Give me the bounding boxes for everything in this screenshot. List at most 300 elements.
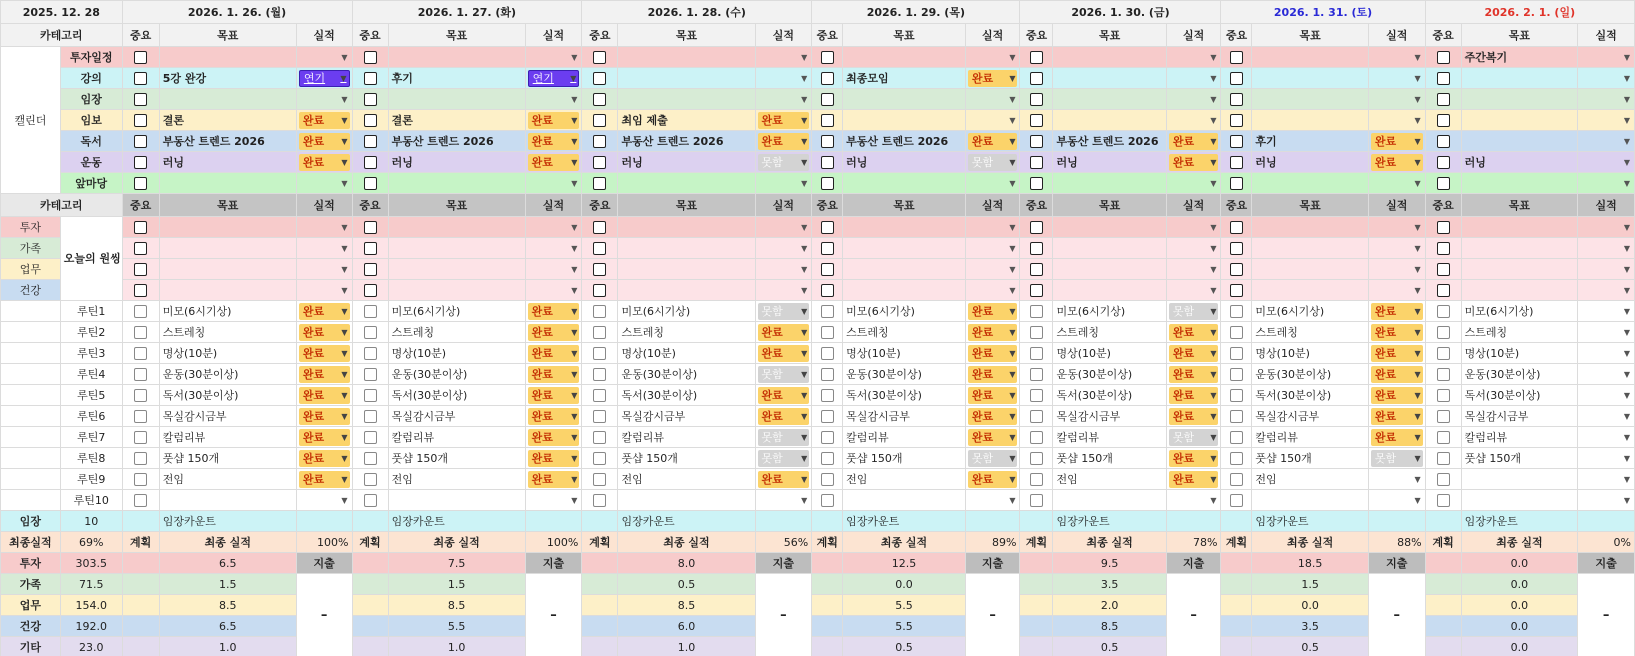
result-dropdown[interactable]	[1169, 70, 1219, 87]
result-dropdown[interactable]	[1371, 366, 1423, 383]
importance-checkbox[interactable]	[134, 431, 147, 444]
goal-cell[interactable]: 목실감시금부	[159, 406, 296, 427]
goal-cell[interactable]	[1252, 238, 1368, 259]
goal-cell[interactable]: 미모(6시기상)	[1461, 301, 1577, 322]
goal-cell[interactable]: 칼럼리뷰	[1252, 427, 1368, 448]
goal-cell[interactable]: 명상(10분)	[388, 343, 525, 364]
goal-cell[interactable]	[1053, 173, 1166, 194]
importance-checkbox[interactable]	[1030, 135, 1043, 148]
importance-checkbox[interactable]	[1030, 389, 1043, 402]
result-dropdown[interactable]	[758, 492, 810, 509]
goal-cell[interactable]: 5강 완강	[159, 68, 296, 89]
goal-cell[interactable]	[1461, 280, 1577, 301]
importance-checkbox[interactable]	[1230, 221, 1243, 234]
result-dropdown[interactable]	[758, 471, 810, 488]
goal-cell[interactable]	[388, 280, 525, 301]
goal-cell[interactable]: 부동산 트렌드 2026	[1053, 131, 1166, 152]
goal-cell[interactable]: 미모(6시기상)	[159, 301, 296, 322]
importance-checkbox[interactable]	[1030, 114, 1043, 127]
goal-cell[interactable]: 칼럼리뷰	[388, 427, 525, 448]
result-dropdown[interactable]	[528, 175, 580, 192]
goal-cell[interactable]	[159, 238, 296, 259]
result-dropdown[interactable]	[528, 366, 580, 383]
importance-checkbox[interactable]	[821, 284, 834, 297]
importance-checkbox[interactable]	[1030, 177, 1043, 190]
goal-cell[interactable]	[1461, 68, 1577, 89]
importance-checkbox[interactable]	[1437, 473, 1450, 486]
goal-cell[interactable]	[388, 490, 525, 511]
result-dropdown[interactable]	[758, 240, 810, 257]
result-dropdown[interactable]	[968, 366, 1018, 383]
goal-cell[interactable]: 독서(30분이상)	[843, 385, 966, 406]
importance-checkbox[interactable]	[593, 242, 606, 255]
importance-checkbox[interactable]	[364, 284, 377, 297]
result-dropdown[interactable]	[299, 70, 350, 87]
goal-cell[interactable]: 전임	[1252, 469, 1368, 490]
goal-cell[interactable]: 운동(30분이상)	[1053, 364, 1166, 385]
result-dropdown[interactable]	[1371, 324, 1423, 341]
result-dropdown[interactable]	[1169, 91, 1219, 108]
goal-cell[interactable]: 풋샵 150개	[159, 448, 296, 469]
result-dropdown[interactable]	[968, 492, 1018, 509]
goal-cell[interactable]	[618, 173, 755, 194]
importance-checkbox[interactable]	[364, 93, 377, 106]
importance-checkbox[interactable]	[593, 431, 606, 444]
importance-checkbox[interactable]	[1437, 93, 1450, 106]
goal-cell[interactable]: 미모(6시기상)	[388, 301, 525, 322]
result-dropdown[interactable]	[1371, 492, 1423, 509]
importance-checkbox[interactable]	[1230, 51, 1243, 64]
importance-checkbox[interactable]	[1230, 305, 1243, 318]
result-dropdown[interactable]	[1580, 49, 1632, 66]
goal-cell[interactable]	[1053, 110, 1166, 131]
importance-checkbox[interactable]	[1230, 114, 1243, 127]
result-dropdown[interactable]	[299, 387, 350, 404]
result-dropdown[interactable]	[528, 112, 580, 129]
result-dropdown[interactable]	[299, 345, 350, 362]
result-dropdown[interactable]	[758, 387, 810, 404]
goal-cell[interactable]: 러닝	[1461, 152, 1577, 173]
result-dropdown[interactable]	[1371, 154, 1423, 171]
importance-checkbox[interactable]	[1030, 93, 1043, 106]
importance-checkbox[interactable]	[1230, 156, 1243, 169]
result-dropdown[interactable]	[968, 408, 1018, 425]
goal-cell[interactable]	[388, 238, 525, 259]
result-dropdown[interactable]	[1169, 345, 1219, 362]
importance-checkbox[interactable]	[364, 114, 377, 127]
result-dropdown[interactable]	[299, 154, 350, 171]
goal-cell[interactable]	[843, 259, 966, 280]
goal-cell[interactable]	[843, 173, 966, 194]
goal-cell[interactable]	[159, 217, 296, 238]
goal-cell[interactable]: 미모(6시기상)	[1053, 301, 1166, 322]
result-dropdown[interactable]	[1169, 324, 1219, 341]
result-dropdown[interactable]	[758, 429, 810, 446]
goal-cell[interactable]: 칼럼리뷰	[1461, 427, 1577, 448]
goal-cell[interactable]: 풋샵 150개	[388, 448, 525, 469]
goal-cell[interactable]	[1053, 259, 1166, 280]
importance-checkbox[interactable]	[1230, 431, 1243, 444]
importance-checkbox[interactable]	[134, 263, 147, 276]
goal-cell[interactable]	[159, 89, 296, 110]
importance-checkbox[interactable]	[1230, 135, 1243, 148]
result-dropdown[interactable]	[1580, 450, 1632, 467]
result-dropdown[interactable]	[1580, 492, 1632, 509]
goal-cell[interactable]: 부동산 트렌드 2026	[388, 131, 525, 152]
goal-cell[interactable]	[1252, 173, 1368, 194]
importance-checkbox[interactable]	[1437, 135, 1450, 148]
result-dropdown[interactable]	[528, 219, 580, 236]
importance-checkbox[interactable]	[1030, 156, 1043, 169]
result-dropdown[interactable]	[1580, 175, 1632, 192]
result-dropdown[interactable]	[1371, 70, 1423, 87]
importance-checkbox[interactable]	[1437, 263, 1450, 276]
goal-cell[interactable]: 미모(6시기상)	[843, 301, 966, 322]
importance-checkbox[interactable]	[1230, 368, 1243, 381]
result-dropdown[interactable]	[1371, 175, 1423, 192]
goal-cell[interactable]: 스트레칭	[843, 322, 966, 343]
importance-checkbox[interactable]	[134, 284, 147, 297]
result-dropdown[interactable]	[1169, 429, 1219, 446]
goal-cell[interactable]: 부동산 트렌드 2026	[618, 131, 755, 152]
goal-cell[interactable]: 최종모임	[843, 68, 966, 89]
importance-checkbox[interactable]	[593, 114, 606, 127]
goal-cell[interactable]	[618, 217, 755, 238]
result-dropdown[interactable]	[1580, 471, 1632, 488]
result-dropdown[interactable]	[528, 324, 580, 341]
goal-cell[interactable]	[1053, 68, 1166, 89]
goal-cell[interactable]	[388, 217, 525, 238]
goal-cell[interactable]: 목실감시금부	[388, 406, 525, 427]
result-dropdown[interactable]	[299, 492, 350, 509]
goal-cell[interactable]: 풋샵 150개	[1461, 448, 1577, 469]
result-dropdown[interactable]	[1169, 471, 1219, 488]
importance-checkbox[interactable]	[134, 452, 147, 465]
result-dropdown[interactable]	[528, 91, 580, 108]
result-dropdown[interactable]	[1169, 303, 1219, 320]
result-dropdown[interactable]	[299, 133, 350, 150]
result-dropdown[interactable]	[1169, 175, 1219, 192]
importance-checkbox[interactable]	[1030, 452, 1043, 465]
importance-checkbox[interactable]	[1437, 410, 1450, 423]
importance-checkbox[interactable]	[593, 389, 606, 402]
goal-cell[interactable]: 독서(30분이상)	[159, 385, 296, 406]
importance-checkbox[interactable]	[1230, 389, 1243, 402]
importance-checkbox[interactable]	[364, 473, 377, 486]
importance-checkbox[interactable]	[593, 284, 606, 297]
goal-cell[interactable]	[1461, 469, 1577, 490]
goal-cell[interactable]	[1461, 238, 1577, 259]
result-dropdown[interactable]	[1371, 387, 1423, 404]
importance-checkbox[interactable]	[821, 156, 834, 169]
goal-cell[interactable]: 스트레칭	[388, 322, 525, 343]
result-dropdown[interactable]	[1169, 261, 1219, 278]
result-dropdown[interactable]	[758, 49, 810, 66]
result-dropdown[interactable]	[968, 387, 1018, 404]
importance-checkbox[interactable]	[364, 452, 377, 465]
result-dropdown[interactable]	[1371, 112, 1423, 129]
goal-cell[interactable]	[618, 490, 755, 511]
goal-cell[interactable]: 운동(30분이상)	[388, 364, 525, 385]
importance-checkbox[interactable]	[134, 242, 147, 255]
goal-cell[interactable]: 최임 제출	[618, 110, 755, 131]
result-dropdown[interactable]	[1580, 133, 1632, 150]
goal-cell[interactable]: 칼럼리뷰	[618, 427, 755, 448]
goal-cell[interactable]	[1252, 490, 1368, 511]
goal-cell[interactable]: 러닝	[388, 152, 525, 173]
goal-cell[interactable]	[1252, 47, 1368, 68]
goal-cell[interactable]: 후기	[388, 68, 525, 89]
result-dropdown[interactable]	[1169, 154, 1219, 171]
importance-checkbox[interactable]	[821, 93, 834, 106]
importance-checkbox[interactable]	[1230, 284, 1243, 297]
result-dropdown[interactable]	[1580, 219, 1632, 236]
goal-cell[interactable]	[618, 259, 755, 280]
importance-checkbox[interactable]	[364, 135, 377, 148]
importance-checkbox[interactable]	[134, 305, 147, 318]
result-dropdown[interactable]	[299, 303, 350, 320]
goal-cell[interactable]: 목실감시금부	[1461, 406, 1577, 427]
result-dropdown[interactable]	[1169, 408, 1219, 425]
result-dropdown[interactable]	[1371, 471, 1423, 488]
result-dropdown[interactable]	[528, 154, 580, 171]
goal-cell[interactable]	[159, 173, 296, 194]
result-dropdown[interactable]	[1371, 429, 1423, 446]
result-dropdown[interactable]	[1371, 408, 1423, 425]
importance-checkbox[interactable]	[1030, 242, 1043, 255]
result-dropdown[interactable]	[1580, 345, 1632, 362]
result-dropdown[interactable]	[758, 91, 810, 108]
goal-cell[interactable]: 독서(30분이상)	[1252, 385, 1368, 406]
importance-checkbox[interactable]	[1030, 347, 1043, 360]
goal-cell[interactable]: 칼럼리뷰	[843, 427, 966, 448]
result-dropdown[interactable]	[758, 324, 810, 341]
importance-checkbox[interactable]	[1437, 368, 1450, 381]
goal-cell[interactable]	[843, 47, 966, 68]
importance-checkbox[interactable]	[1437, 389, 1450, 402]
goal-cell[interactable]	[1252, 110, 1368, 131]
result-dropdown[interactable]	[968, 450, 1018, 467]
importance-checkbox[interactable]	[364, 305, 377, 318]
importance-checkbox[interactable]	[1030, 305, 1043, 318]
result-dropdown[interactable]	[299, 240, 350, 257]
importance-checkbox[interactable]	[1230, 177, 1243, 190]
goal-cell[interactable]: 목실감시금부	[618, 406, 755, 427]
goal-cell[interactable]	[1461, 490, 1577, 511]
goal-cell[interactable]: 부동산 트렌드 2026	[843, 131, 966, 152]
result-dropdown[interactable]	[299, 471, 350, 488]
goal-cell[interactable]	[618, 47, 755, 68]
result-dropdown[interactable]	[968, 219, 1018, 236]
goal-cell[interactable]: 미모(6시기상)	[618, 301, 755, 322]
result-dropdown[interactable]	[758, 219, 810, 236]
goal-cell[interactable]: 명상(10분)	[1053, 343, 1166, 364]
result-dropdown[interactable]	[528, 408, 580, 425]
goal-cell[interactable]: 스트레칭	[1053, 322, 1166, 343]
result-dropdown[interactable]	[968, 112, 1018, 129]
goal-cell[interactable]: 스트레칭	[1461, 322, 1577, 343]
importance-checkbox[interactable]	[1030, 51, 1043, 64]
result-dropdown[interactable]	[299, 219, 350, 236]
importance-checkbox[interactable]	[1230, 326, 1243, 339]
importance-checkbox[interactable]	[134, 326, 147, 339]
result-dropdown[interactable]	[1580, 261, 1632, 278]
result-dropdown[interactable]	[968, 154, 1018, 171]
result-dropdown[interactable]	[968, 429, 1018, 446]
importance-checkbox[interactable]	[593, 72, 606, 85]
goal-cell[interactable]: 부동산 트렌드 2026	[159, 131, 296, 152]
result-dropdown[interactable]	[1169, 282, 1219, 299]
importance-checkbox[interactable]	[1030, 72, 1043, 85]
goal-cell[interactable]	[1053, 280, 1166, 301]
result-dropdown[interactable]	[528, 133, 580, 150]
result-dropdown[interactable]	[299, 112, 350, 129]
importance-checkbox[interactable]	[821, 326, 834, 339]
importance-checkbox[interactable]	[821, 135, 834, 148]
importance-checkbox[interactable]	[1437, 242, 1450, 255]
importance-checkbox[interactable]	[364, 389, 377, 402]
goal-cell[interactable]	[843, 110, 966, 131]
goal-cell[interactable]: 독서(30분이상)	[388, 385, 525, 406]
result-dropdown[interactable]	[1580, 366, 1632, 383]
goal-cell[interactable]	[1461, 89, 1577, 110]
result-dropdown[interactable]	[299, 450, 350, 467]
importance-checkbox[interactable]	[1230, 494, 1243, 507]
goal-cell[interactable]: 명상(10분)	[1461, 343, 1577, 364]
result-dropdown[interactable]	[968, 324, 1018, 341]
goal-cell[interactable]	[388, 259, 525, 280]
goal-cell[interactable]: 결론	[388, 110, 525, 131]
importance-checkbox[interactable]	[364, 242, 377, 255]
goal-cell[interactable]: 미모(6시기상)	[1252, 301, 1368, 322]
goal-cell[interactable]	[1252, 89, 1368, 110]
importance-checkbox[interactable]	[364, 177, 377, 190]
result-dropdown[interactable]	[1580, 408, 1632, 425]
result-dropdown[interactable]	[758, 282, 810, 299]
result-dropdown[interactable]	[1580, 387, 1632, 404]
goal-cell[interactable]	[1252, 68, 1368, 89]
importance-checkbox[interactable]	[593, 452, 606, 465]
importance-checkbox[interactable]	[1030, 494, 1043, 507]
goal-cell[interactable]: 칼럼리뷰	[159, 427, 296, 448]
goal-cell[interactable]: 목실감시금부	[1053, 406, 1166, 427]
importance-checkbox[interactable]	[1437, 347, 1450, 360]
result-dropdown[interactable]	[758, 154, 810, 171]
importance-checkbox[interactable]	[821, 305, 834, 318]
result-dropdown[interactable]	[1371, 49, 1423, 66]
goal-cell[interactable]	[1252, 259, 1368, 280]
goal-cell[interactable]	[1053, 217, 1166, 238]
result-dropdown[interactable]	[1169, 240, 1219, 257]
importance-checkbox[interactable]	[821, 221, 834, 234]
result-dropdown[interactable]	[1169, 133, 1219, 150]
result-dropdown[interactable]	[758, 408, 810, 425]
result-dropdown[interactable]	[968, 175, 1018, 192]
goal-cell[interactable]	[159, 259, 296, 280]
importance-checkbox[interactable]	[821, 494, 834, 507]
importance-checkbox[interactable]	[821, 410, 834, 423]
result-dropdown[interactable]	[1371, 219, 1423, 236]
result-dropdown[interactable]	[1371, 282, 1423, 299]
importance-checkbox[interactable]	[821, 473, 834, 486]
goal-cell[interactable]: 러닝	[1053, 152, 1166, 173]
result-dropdown[interactable]	[528, 282, 580, 299]
result-dropdown[interactable]	[758, 261, 810, 278]
importance-checkbox[interactable]	[593, 494, 606, 507]
result-dropdown[interactable]	[528, 345, 580, 362]
importance-checkbox[interactable]	[593, 305, 606, 318]
goal-cell[interactable]: 스트레칭	[159, 322, 296, 343]
result-dropdown[interactable]	[299, 366, 350, 383]
result-dropdown[interactable]	[968, 70, 1018, 87]
result-dropdown[interactable]	[299, 175, 350, 192]
result-dropdown[interactable]	[528, 240, 580, 257]
importance-checkbox[interactable]	[593, 410, 606, 423]
goal-cell[interactable]	[159, 47, 296, 68]
importance-checkbox[interactable]	[1030, 263, 1043, 276]
goal-cell[interactable]: 전임	[843, 469, 966, 490]
importance-checkbox[interactable]	[1230, 72, 1243, 85]
result-dropdown[interactable]	[758, 450, 810, 467]
result-dropdown[interactable]	[299, 408, 350, 425]
importance-checkbox[interactable]	[821, 177, 834, 190]
result-dropdown[interactable]	[1371, 133, 1423, 150]
importance-checkbox[interactable]	[593, 135, 606, 148]
goal-cell[interactable]: 풋샵 150개	[1252, 448, 1368, 469]
goal-cell[interactable]: 운동(30분이상)	[1252, 364, 1368, 385]
goal-cell[interactable]: 주간복기	[1461, 47, 1577, 68]
result-dropdown[interactable]	[968, 49, 1018, 66]
importance-checkbox[interactable]	[1030, 410, 1043, 423]
result-dropdown[interactable]	[1580, 324, 1632, 341]
result-dropdown[interactable]	[968, 345, 1018, 362]
result-dropdown[interactable]	[299, 91, 350, 108]
importance-checkbox[interactable]	[134, 494, 147, 507]
result-dropdown[interactable]	[1580, 112, 1632, 129]
goal-cell[interactable]	[1461, 131, 1577, 152]
importance-checkbox[interactable]	[1437, 305, 1450, 318]
importance-checkbox[interactable]	[134, 473, 147, 486]
result-dropdown[interactable]	[1169, 219, 1219, 236]
result-dropdown[interactable]	[968, 261, 1018, 278]
result-dropdown[interactable]	[1169, 112, 1219, 129]
importance-checkbox[interactable]	[821, 51, 834, 64]
goal-cell[interactable]: 칼럼리뷰	[1053, 427, 1166, 448]
importance-checkbox[interactable]	[1437, 221, 1450, 234]
result-dropdown[interactable]	[1169, 49, 1219, 66]
goal-cell[interactable]	[1252, 217, 1368, 238]
importance-checkbox[interactable]	[364, 156, 377, 169]
importance-checkbox[interactable]	[134, 221, 147, 234]
result-dropdown[interactable]	[1371, 450, 1423, 467]
importance-checkbox[interactable]	[134, 72, 147, 85]
importance-checkbox[interactable]	[134, 93, 147, 106]
importance-checkbox[interactable]	[1030, 431, 1043, 444]
result-dropdown[interactable]	[299, 49, 350, 66]
goal-cell[interactable]: 러닝	[843, 152, 966, 173]
goal-cell[interactable]	[618, 89, 755, 110]
result-dropdown[interactable]	[1371, 91, 1423, 108]
goal-cell[interactable]	[1461, 173, 1577, 194]
importance-checkbox[interactable]	[593, 93, 606, 106]
result-dropdown[interactable]	[1580, 91, 1632, 108]
goal-cell[interactable]	[159, 490, 296, 511]
importance-checkbox[interactable]	[1437, 494, 1450, 507]
goal-cell[interactable]: 전임	[618, 469, 755, 490]
importance-checkbox[interactable]	[364, 51, 377, 64]
result-dropdown[interactable]	[1371, 303, 1423, 320]
importance-checkbox[interactable]	[1030, 221, 1043, 234]
